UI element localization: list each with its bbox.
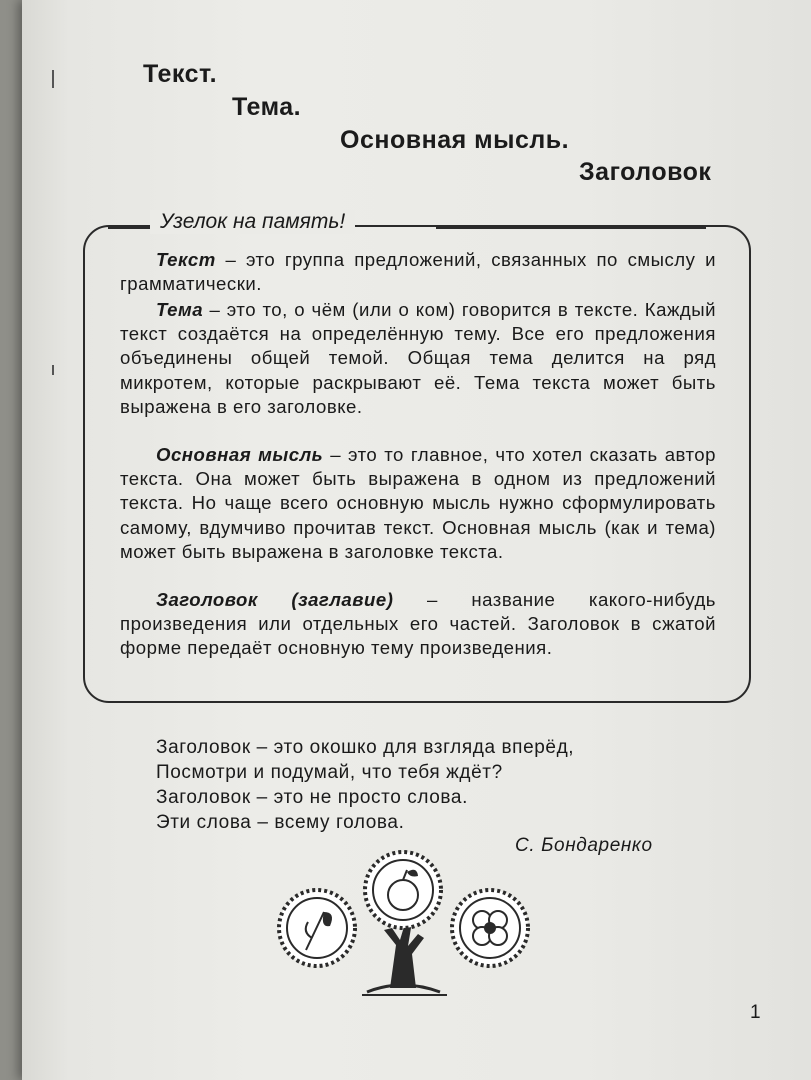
definition-body: – название какого-нибудь произведения или отдельных его частей. Заголовок в сжатой форме передаёт основную тему произведения. bbox=[120, 589, 716, 659]
definition-theme bbox=[120, 298, 716, 419]
poem-line: Заголовок – это окошко для взгляда вперёд, bbox=[156, 737, 575, 758]
definition-body: – это группа предложений, связанных по смыслу и грамматически. bbox=[120, 249, 716, 295]
definition-text bbox=[120, 248, 716, 296]
spine-mark bbox=[52, 365, 54, 375]
definition-term: Текст bbox=[156, 249, 216, 270]
memo-box-line-right bbox=[436, 226, 706, 229]
memo-box-heading: Узелок на память! bbox=[150, 210, 355, 234]
poem-line: Эти слова – всему голова. bbox=[156, 812, 405, 833]
definition-term: Тема bbox=[156, 299, 204, 320]
tree-illustration-icon bbox=[272, 850, 534, 1000]
definition-term: Заголовок (заглавие) bbox=[156, 589, 394, 610]
definition-body: – это то, о чём (или о ком) говорится в тексте. Каждый текст создаётся на определённую тему. Все его предложения объединены общей темой. Общая тема делится на ряд микротем, которые раскрывают её. Тема текста может быть выражена в его заголовке. bbox=[120, 299, 716, 417]
definition-main-idea bbox=[120, 443, 716, 564]
poem bbox=[156, 735, 574, 835]
poem-line: Посмотри и подумай, что тебя ждёт? bbox=[156, 762, 503, 783]
spine-mark bbox=[52, 70, 54, 88]
title-text: Текст. bbox=[143, 60, 218, 88]
title-heading: Заголовок bbox=[579, 158, 712, 186]
poem-author: С. Бондаренко bbox=[515, 835, 653, 856]
memo-box-line-left bbox=[108, 226, 156, 229]
poem-line: Заголовок – это не просто слова. bbox=[156, 787, 468, 808]
title-main-idea: Основная мысль. bbox=[340, 126, 570, 154]
definition-heading bbox=[120, 588, 716, 661]
title-theme: Тема. bbox=[232, 93, 302, 121]
definition-body: – это то главное, что хотел сказать автор текста. Она может быть выражена в одном из предложений текста. Но чаще всего основную мысль нужно сформулировать самому, вдумчиво прочитав текст. Основная мысль (как и тема) может быть выражена в заголовке текста. bbox=[120, 444, 716, 562]
page-number: 1 bbox=[750, 1002, 761, 1023]
definition-term: Основная мысль bbox=[156, 444, 324, 465]
